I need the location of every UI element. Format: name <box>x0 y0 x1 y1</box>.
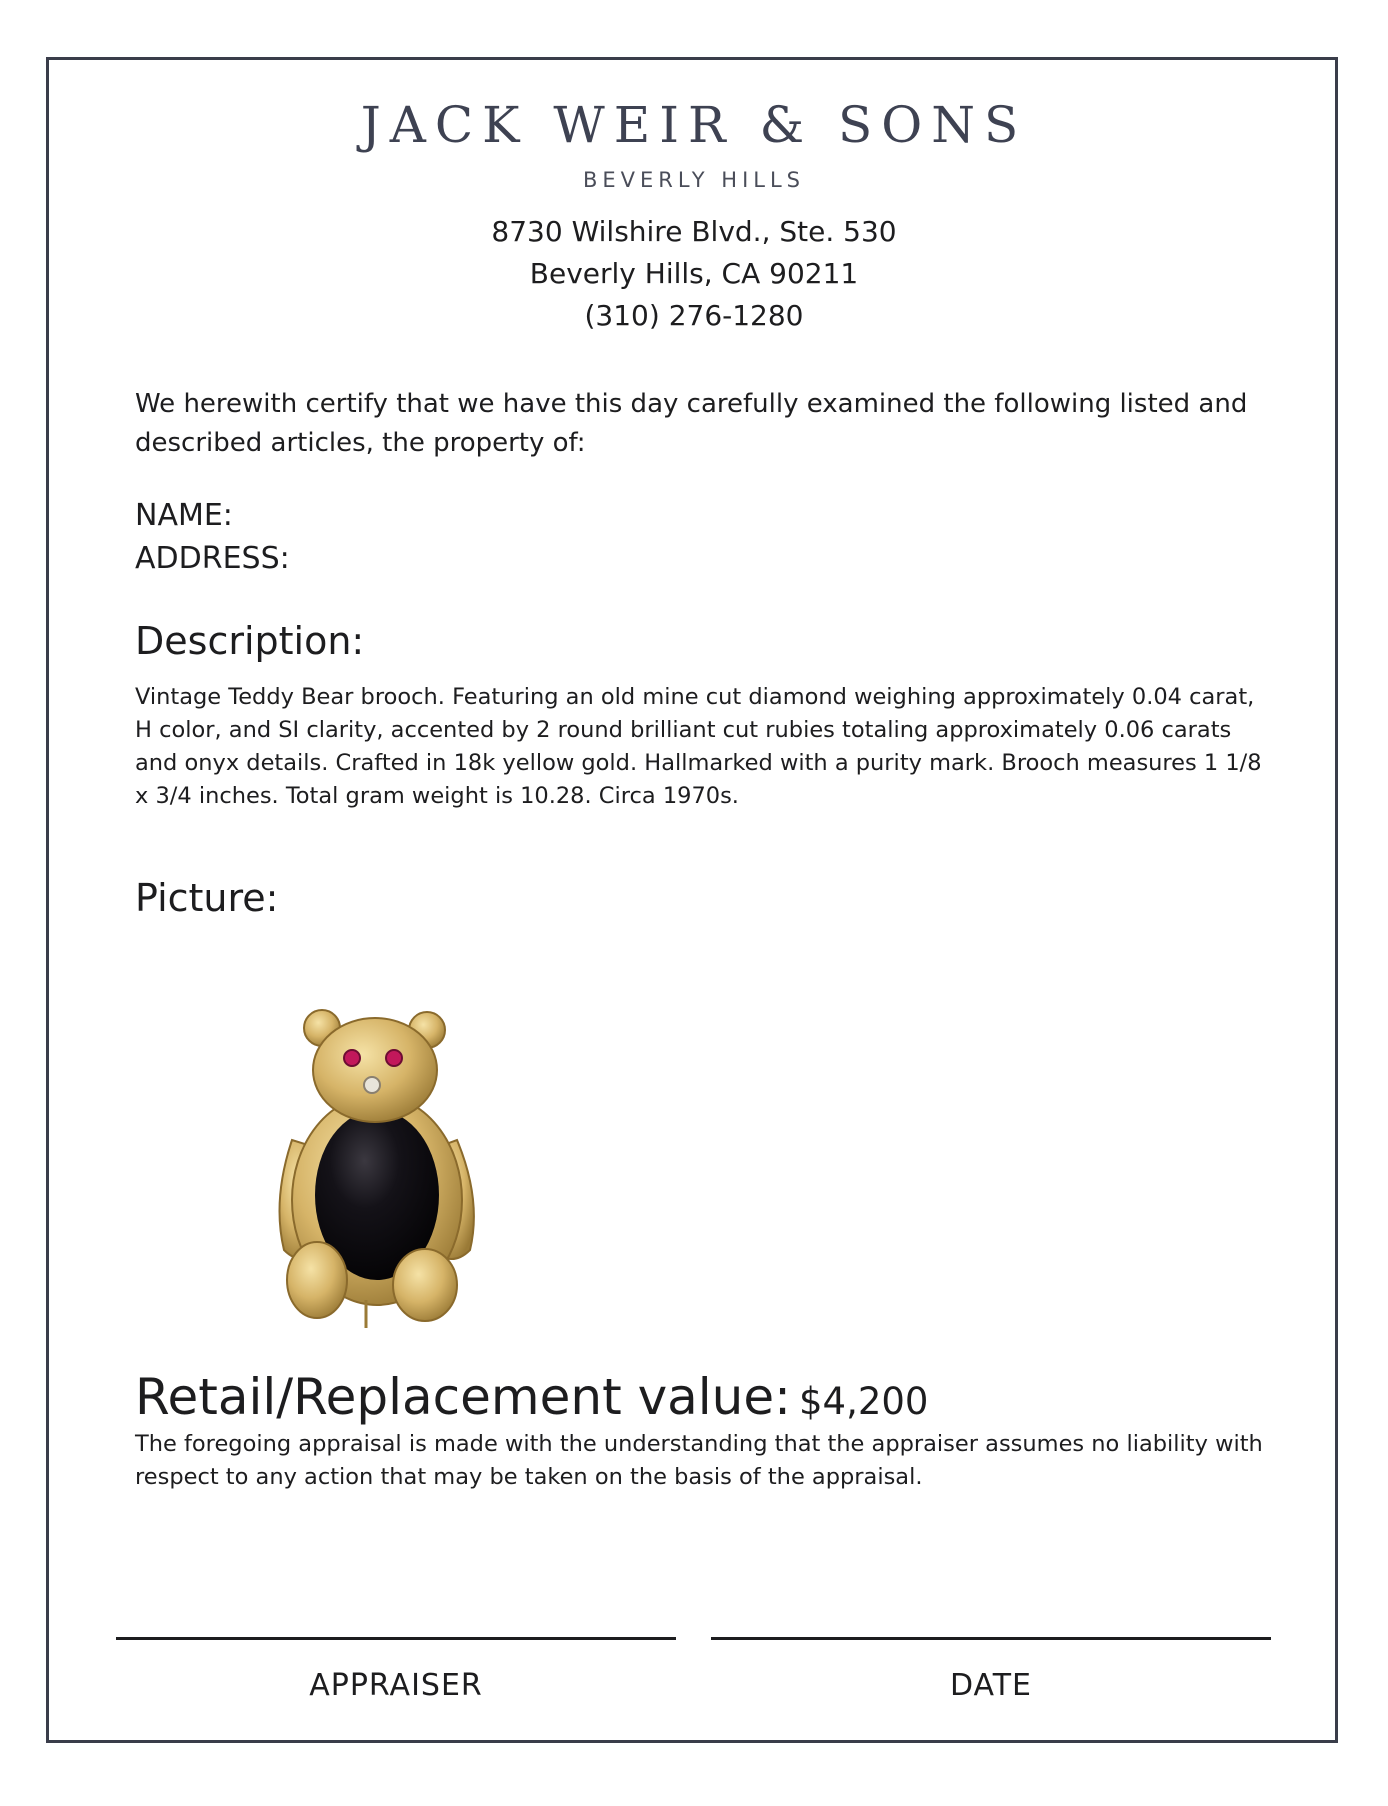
address-line-2: Beverly Hills, CA 90211 <box>529 257 859 290</box>
picture-heading: Picture: <box>135 876 279 920</box>
valuation-label: Retail/Replacement value: <box>135 1368 791 1426</box>
brand-location: BEVERLY HILLS <box>582 168 806 192</box>
date-label: DATE <box>949 1668 1033 1703</box>
description-text: Vintage Teddy Bear brooch. Featuring an old mine cut diamond weighing approximately 0.04 carat, H color, and SI clarity, accented by 2 round brilliant cut rubies totaling approximately 0.06 carats and onyx details. Crafted in 18k yellow gold. Hallmarked with a purity mark. Brooch measures 1 1/8 x 3/4 inches. Total gram weight is 10.28. Circa 1970s. <box>135 684 1262 809</box>
appraiser-label: APPRAISER <box>309 1668 483 1703</box>
certification-text: We herewith certify that we have this day carefully examined the following listed and described articles, the property of: <box>135 389 1248 458</box>
valuation-line <box>135 1368 928 1426</box>
disclaimer-text: The foregoing appraisal is made with the understanding that the appraiser assumes no liability with respect to any action that may be taken on the basis of the appraisal. <box>135 1431 1263 1490</box>
valuation-amount: $4,200 <box>798 1380 929 1423</box>
description-heading: Description: <box>135 619 365 663</box>
address-line-1: 8730 Wilshire Blvd., Ste. 530 <box>491 215 897 248</box>
brand-logo: JACK WEIR & SONS <box>360 96 1028 154</box>
bear-right-eye-ruby <box>386 1050 402 1066</box>
bear-left-foot <box>287 1242 347 1318</box>
bear-right-foot <box>393 1249 457 1321</box>
bear-head <box>313 1018 437 1122</box>
teddy-bear-brooch-image <box>262 1000 512 1330</box>
date-signature-line <box>711 1637 1271 1640</box>
name-label: NAME: <box>135 498 233 533</box>
bear-nose-diamond <box>364 1077 380 1093</box>
phone-number: (310) 276-1280 <box>584 299 804 332</box>
appraiser-signature-line <box>116 1637 676 1640</box>
bear-left-eye-ruby <box>344 1050 360 1066</box>
address-label: ADDRESS: <box>135 541 290 576</box>
